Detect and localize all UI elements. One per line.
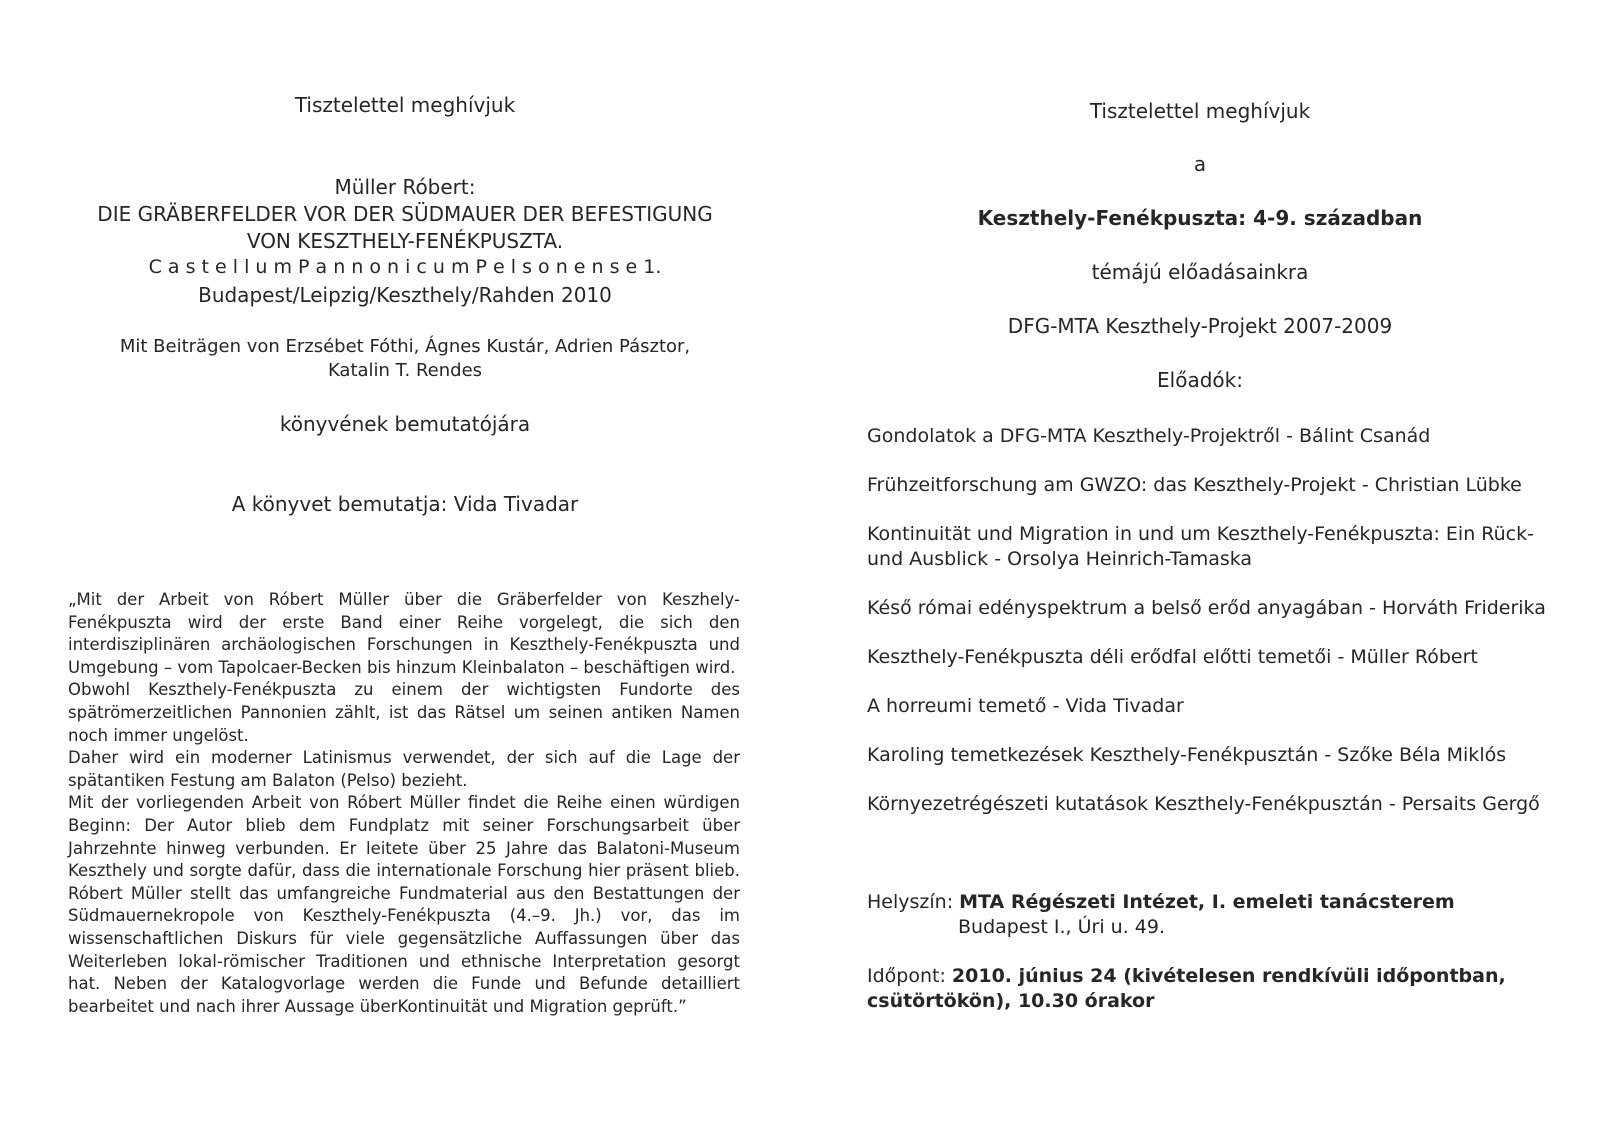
venue-label: Helyszín:: [867, 891, 960, 913]
book-title-line1: DIE GRÄBERFELDER VOR DER SÜDMAUER DER BEFESTIGUNG: [97, 202, 713, 226]
speakers-label: Előadók:: [1157, 368, 1243, 392]
venue-name: MTA Régészeti Intézet, I. emeleti tanácsterem: [959, 891, 1455, 913]
talk-item: Gondolatok a DFG-MTA Keszthely-Projektről - Bálint Csanád: [867, 425, 1431, 447]
venue-address: Budapest I., Úri u. 49.: [958, 916, 1166, 938]
project-name: DFG-MTA Keszthely-Projekt 2007-2009: [1007, 314, 1393, 338]
quote-paragraph: Obwohl Keszthely-Fenékpuszta zu einem der wichtigsten Fundorte des spätrömerzeitlichen Pannonien zählt, ist das Rätsel um seinen antiken Namen noch immer ungelöst.: [68, 680, 740, 745]
book-series: C a s t e l l u m P a n n o n i c u m P e l s o n e n s e 1.: [148, 256, 662, 278]
time-value: 2010. június 24 (kivételesen rendkívüli időpontban,: [951, 965, 1506, 987]
lecture-topic: Keszthely-Fenékpuszta: 4-9. században: [977, 206, 1423, 230]
quote-paragraph: „Mit der Arbeit von Róbert Müller über die Gräberfelder von Keszhely-Fenékpuszta wird der erste Band einer Reihe vorgelegt, die sich den interdisziplinären archäologischen Forschungen in Keszthely-Fenékpuszta und Umgebung – vom Tapolcaer-Becken bis hinzum Kleinbalaton – beschäftigen wird.: [68, 590, 740, 677]
quote-paragraph: Daher wird ein moderner Latinismus verwendet, der sich auf die Lage der spätantiken Festung am Balaton (Pelso) bezieht.: [68, 748, 740, 790]
contributors-line2: Katalin T. Rendes: [327, 360, 483, 381]
talk-item: Késő római edényspektrum a belső erőd anyagában - Horváth Friderika: [867, 597, 1546, 619]
time-label: Időpont:: [867, 965, 952, 987]
book-presenter: A könyvet bemutatja: Vida Tivadar: [231, 492, 579, 516]
talk-item: Környezetrégészeti kutatások Keszthely-Fenékpusztán - Persaits Gergő: [867, 793, 1540, 815]
talk-item: Keszthely-Fenékpuszta déli erődfal előtti temetői - Müller Róbert: [867, 646, 1478, 668]
venue-line: [867, 891, 1455, 913]
book-event: könyvének bemutatójára: [279, 412, 531, 436]
talk-item: Karoling temetkezések Keszthely-Fenékpusztán - Szőke Béla Miklós: [867, 744, 1507, 766]
right-invite: Tisztelettel meghívjuk: [1089, 99, 1311, 123]
talk-item: Frühzeitforschung am GWZO: das Keszthely-Projekt - Christian Lübke: [867, 474, 1522, 496]
talk-item: Kontinuität und Migration in und um Keszthely-Fenékpuszta: Ein Rück-: [867, 523, 1534, 545]
quote-paragraph: Mit der vorliegenden Arbeit von Róbert Müller findet die Reihe einen würdigen Beginn: Der Autor blieb dem Fundplatz mit seiner Forschungsarbeit über Jahrzehnte hinweg verbunden. Er leitete über 25 Jahre das Balatoni-Museum Keszthely und sorgte dafür, dass die internationale Forschung hier präsent blieb. Róbert Müller stellt das umfangreiche Fundmaterial aus den Bestattungen der Südmauernekropole von Keszthely-Fenékpuszta (4.–9. Jh.) vor, das im wissenschaftlichen Diskurs für viele gegensätzliche Auffassungen über das Weiterleben lokal-römischer Traditionen und ethnische Interpretation gesorgt hat. Neben der Katalogvorlage werden die Funde und Befunde detailliert bearbeitet und nach ihrer Aussage überKontinuität und Migration geprüft.”: [68, 793, 740, 1016]
book-title-line2: VON KESZTHELY-FENÉKPUSZTA.: [246, 229, 564, 253]
talk-item: A horreumi temető - Vida Tivadar: [867, 695, 1184, 717]
contributors-line1: Mit Beiträgen von Erzsébet Fóthi, Ágnes Kustár, Adrien Pásztor,: [119, 336, 691, 357]
time-line1: [867, 965, 1506, 987]
book-author: Müller Róbert:: [334, 175, 476, 199]
left-invite: Tisztelettel meghívjuk: [294, 93, 516, 117]
time-line2: csütörtökön), 10.30 órakor: [867, 990, 1155, 1012]
book-quote: [68, 589, 740, 1018]
right-article: a: [1193, 152, 1207, 176]
book-place: Budapest/Leipzig/Keszthely/Rahden 2010: [198, 283, 612, 307]
talk-item: und Ausblick - Orsolya Heinrich-Tamaska: [867, 548, 1253, 570]
topic-suffix: témájú előadásainkra: [1091, 260, 1309, 284]
